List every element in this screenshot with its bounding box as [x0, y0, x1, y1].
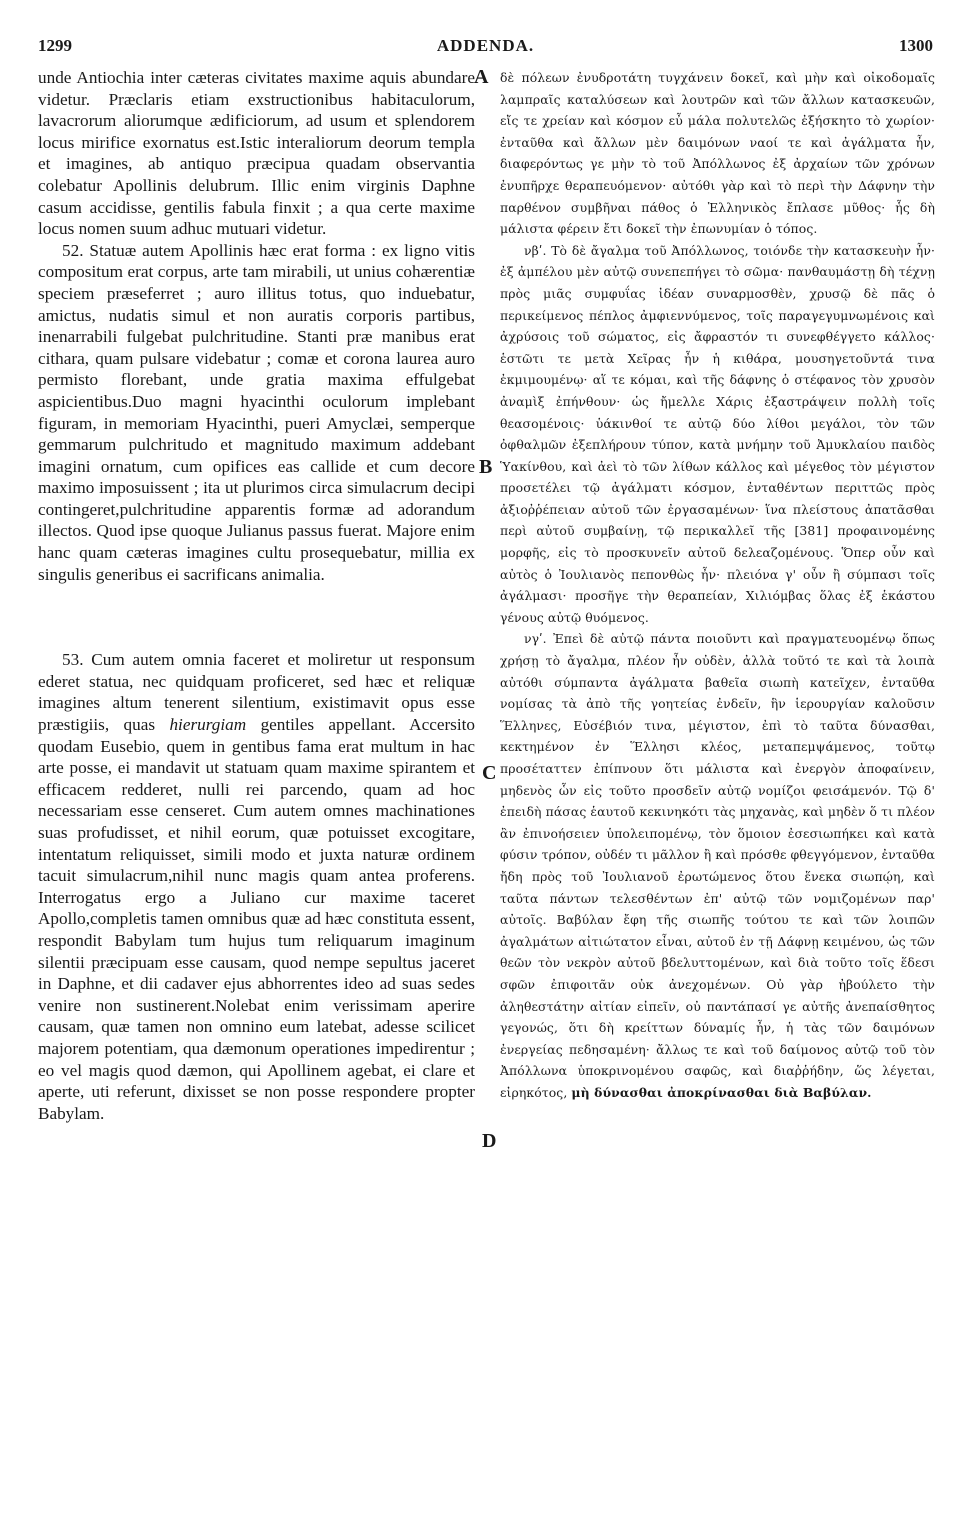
latin-paragraph-53: [38, 649, 475, 1124]
latin-column: [38, 67, 475, 1124]
margin-marker-c: C: [482, 762, 497, 784]
page-number-right: 1300: [899, 36, 933, 55]
section-gap: [38, 585, 475, 649]
page-header: [38, 36, 933, 60]
greek-p53-text: νγʹ. Ἐπεὶ δὲ αὐτῷ πάντα ποιοῦντι καὶ πραγματευομένῳ ὅπως χρήσῃ τὸ ἄγαλμα, πλέον ἦν οὐδὲν, ἀλλὰ τοῦτό τε καὶ τὰ λοιπὰ αὐτόθι σύμπαντα ἀγάλματα βαθεῖα σιωπὴ κατεῖχεν, ἐνταῦθα νομίσας τὰ ἀπὸ τῆς γοητείας ἐνδεῖν, ἣν ἱερουργίαν καλοῦσιν Ἕλληνες, Εὐσέβιόν τινα, μέγιστον, ἐπὶ τὸ ταῦτα δύνασθαι, κεκτημένον ἐν Ἕλλησι κλέος, μεταπεμψάμενος, τοῦτῳ προσέταττεν ἐπίπνουν ὅτι μάλιστα καὶ ἐνεργὸν ἀποφαίνειν, μηδενὸς ὧν εἰς τοῦτο προσδεῖν αὐτῷ νομίζοι φεισάμενόν. Τῷ δ' ἐπειδὴ πάσας ἑαυτοῦ κεκινηκότι τὰς μηχανὰς, καὶ μηδὲν ὅ τι πλέον ἂν ἐπινοήσειεν ὑπολειπομένῳ, τὸν ὅμοιον ἐσεσιωπήκει καὶ κατὰ φύσιν τρόπον, οὐδέν τι μᾶλλον ἢ καὶ πρόσθε φθεγγόμενον, ἐνταῦθα ἤδη πρὸς τοῦ Ἰουλιανοῦ ἐρωτώμενος ὅτου ἕνεκα σιωπῴη, καὶ ταῦτα πάντων τελεσθέντων ἐπ' αὐτῷ τῶν νομιζομένων παρ' αὐτοῖς. Βαβύλαν ἔφη τῆς σιωπῆς τούτου τε καὶ τῶν λοιπῶν ἀγαλμάτων αἰτιώτατον εἶναι, αὐτοῦ ἐν τῇ Δάφνῃ κειμένου, ὡς τῶν θεῶν τὸν νεκρὸν αὐτοῦ βδελυττομένων, καὶ διὰ τοῦτο τοῖς ἕδεσι σφῶν ἐπιφοιτᾶν οὐκ ἀνεχομένων. Οὐ γὰρ ἠβούλετο τὴν ἀληθεστάτην αἰτίαν εἰπεῖν, οὐ παντάπασί γε αὐτῆς ἀνεπαίσθητος γεγονώς, ὅτι δὴ κρείττων δύναμίς ἦν, ἡ τὰς τῶν δαιμόνων ἐνεργείας πεδησαμένη· ἄλλως τε καὶ τοῦ δαίμονος αὐτῷ τοῦ τὸν Ἀπόλλωνα ὑποκρινομένου σαφῶς, καὶ διαῤῥήδην, ὥς λέγεται, εἰρηκότος,: [500, 631, 936, 1100]
margin-marker-d: D: [482, 1130, 497, 1152]
greek-paragraph-51-continued: δὲ πόλεων ἐνυδροτάτη τυγχάνειν δοκεῖ, καὶ μὴν καὶ οἰκοδομαῖς λαμπραῖς καταλύσεων καὶ λουτρῶν καὶ τῶν ἄλλων κατασκευῶν, εἴς τε χρείαν καὶ κόσμον εὖ μάλα πολυτελῶς ἐξήσκητο τὸ χωρίον· ἐνταῦθα καὶ ἄλλων μὲν δαιμόνων ναοί τε καὶ ἀγάλματα ἦν, διαφερόντως γε μὴν τὸ τοῦ Ἀπόλλωνος ἐξ ἀρχαίων τῶν χρόνων ἐνυπῆρχε θεραπευόμενον· αὐτόθι γὰρ καὶ τὸ περὶ τὴν Δάφνην τὴν παρθένον συμβῆναι πάθος ὁ Ἑλληνικὸς ἔπλασε μῦθος· ἧς δὴ μάλιστα φέρειν ἔτι δοκεῖ τὴν ἐπωνυμίαν ὁ τόπος.: [500, 70, 935, 237]
margin-marker-b: B: [479, 456, 493, 478]
greek-paragraph-53: [500, 628, 935, 1103]
greek-p53-bold-ending: μὴ δύνασθαι ἀποκρίνασθαι διὰ Βαβύλαν.: [571, 1084, 872, 1100]
latin-paragraph-51-continued: unde Antiochia inter cæteras civitates maxime aquis abundare videtur. Præclaris etiam exstructionibus habitaculorum, lavacrorum aliorumque ædificiorum, ad usum et splendorem locus mirifice exornatus est.Istic interaliorum deorum templa et imagines, ab antiquo præcipua quadam observantia colebatur Apollinis delubrum. Illic enim virginis Daphne casum accidisse, gentilis fabula finxit ; a qua certe maxime locus nomen suum adhuc mutuari videtur.: [38, 68, 475, 239]
running-title: ADDENDA.: [436, 36, 535, 55]
latin-p53-text-a: 53. Cum autem omnia faceret et moliretur ut responsum ederet statua, nec quidquam proficeret, sed hæc et reliquæ imagines altum tenerent silentium, existimavit opus esse præstigiis, quas: [38, 650, 475, 735]
latin-p53-text-b: gentiles appellant. Accersito quodam Eusebio, quem in gentibus fama erat multum in hac arte posse, ei mandavit ut statuam quam maxime spirantem et efficacem redderet, nulli rei parcendo, quam ad hoc necessariam esse censeret. Cum autem omnes machinationes suas profudisset, et nihil eorum, quæ potuisset excogitare, intentatum reliquisset, simili modo et juxta naturæ ordinem tacuit simulacrum,nihil nunc magis quam antea proferens. Interrogatus ergo a Juliano cur maxime taceret Apollo,completis tamen omnibus quæ ad hæc constituta essent, respondit Babylam tum hujus tum reliquarum imaginum silentii præcipuam esse causam, quod nempe sepultus jaceret in Daphne, et dii cadaver ejus abhorrentes ideo ad suas sedes venire non sustinerent.Nolebat enim verissimam aperire causam, quæ tamen non omnino eum latebat, adesse scilicet majorem potentiam, qua dæmonum operationes impedirentur ; eo vel magis quod dæmon, qui Apollinem agebat, ei clare et aperte, uti referunt, dixisset se non posse respondere propter Babylam.: [38, 715, 476, 1123]
latin-paragraph-52: 52. Statuæ autem Apollinis hæc erat forma : ex ligno vitis compositum erat corpus, arte tam mirabili, ut unius cohærentiæ speciem præseferret ; auro illitus totus, quo induebatur, amictus, nudatis simul et non auratis corporis partibus, inenarrabili fulgebat pulchritudine. Stanti præ manibus erat cithara, quam pulsare videbatur ; comæ et corona laurea auro permisto florebant, unde gratia maxima effulgebat aspicientibus.Duo magni hyacinthi oculorum implebant figuram, in memoriam Hyacinthi, pueri Amyclæi, semperque gemmarum pulchritudo et magnitudo maximum addebant imagini ornatum, cum opifices eas callide et cum decore maximo imposuissent ; ita ut plurimos circa simulacrum decipi contingeret,pulchritudine apparentis formæ ad adorandum illectos. Quod ipse quoque Julianus passus fuerat. Majore enim hanc quam cæteras imagines cultu prosequebatur, millia ex singulis generibus ei sacrificans animalia.: [38, 240, 475, 584]
margin-marker-a: A: [474, 66, 489, 88]
latin-p53-italic-term: hierurgiam: [169, 715, 247, 735]
greek-column: [500, 67, 935, 1104]
page-number-left: 1299: [38, 36, 72, 55]
greek-paragraph-52: νβʹ. Τὸ δὲ ἄγαλμα τοῦ Ἀπόλλωνος, τοιόνδε τὴν κατασκευὴν ἦν· ἐξ ἀμπέλου μὲν αὐτῷ συνεπεπήγει τὸ σῶμα· πανθαυμάστῃ δὴ τέχνῃ πρὸς μιᾶς συμφυΐας ἰδέαν συναρμοσθὲν, χρυσῷ δὲ πᾶς ὁ περικείμενος πέπλος ἀμφιεννύμενος, τοῖς παραγεγυμνωμένοις καὶ ἀχρύσοις τοῦ σώματος, εἰς ἄφραστόν τι συνεφθέγγετο κάλλος· ἑστῶτι τε μετὰ Χεῖρας ἦν ἡ κιθάρα, μουσηγετοῦντά τινα ἐκμιμουμένῳ· αἵ τε κόμαι, καὶ τῆς δάφνης ὁ στέφανος τὸν χρυσὸν ἀναμὶξ ἐπήνθουν· ὡς ἤμελλε Χάρις ἐξαστράψειν πολλὴ τοῖς θεασομένοις· ὑάκινθοί τε αὐτῷ δύο λίθοι μεγάλοι, τὸν τῶν ὀφθαλμῶν ἐξεπλήρουν τύπον, κατὰ μνήμην τοῦ Ἀμυκλαίου παιδὸς Ὑακίνθου, καὶ ἀεὶ τὸ τῶν λίθων κάλλος καὶ μέγεθος τὸν μέγιστον προσετέλει τῷ ἀγάλματι κόσμον, ἐνταθέντων περιττῶς πρὸς ἀξιοῤῥέπειαν αὐτοῦ τῶν ἐργασαμένων· ἵνα πλείστους ἀπατᾶσθαι περὶ αὐτοῦ συμβαίνῃ, τῷ περικαλλεῖ τῆς [381] προφαινομένης μορφῆς, εἰς τὸ προσκυνεῖν αὐτοῦ δελεαζομένους. Ὅπερ οὖν καὶ αὐτὸς ὁ Ἰουλιανὸς πεπονθὼς ἦν· πλειόνα γ' οὖν ἢ σύμπασι τοῖς ἀγάλμασι· προσῆγε τὴν θεραπείαν, Χιλιόμβας ὅλας ἐξ ἑκάστου γένους αὐτῷ θυόμενος.: [500, 242, 935, 625]
